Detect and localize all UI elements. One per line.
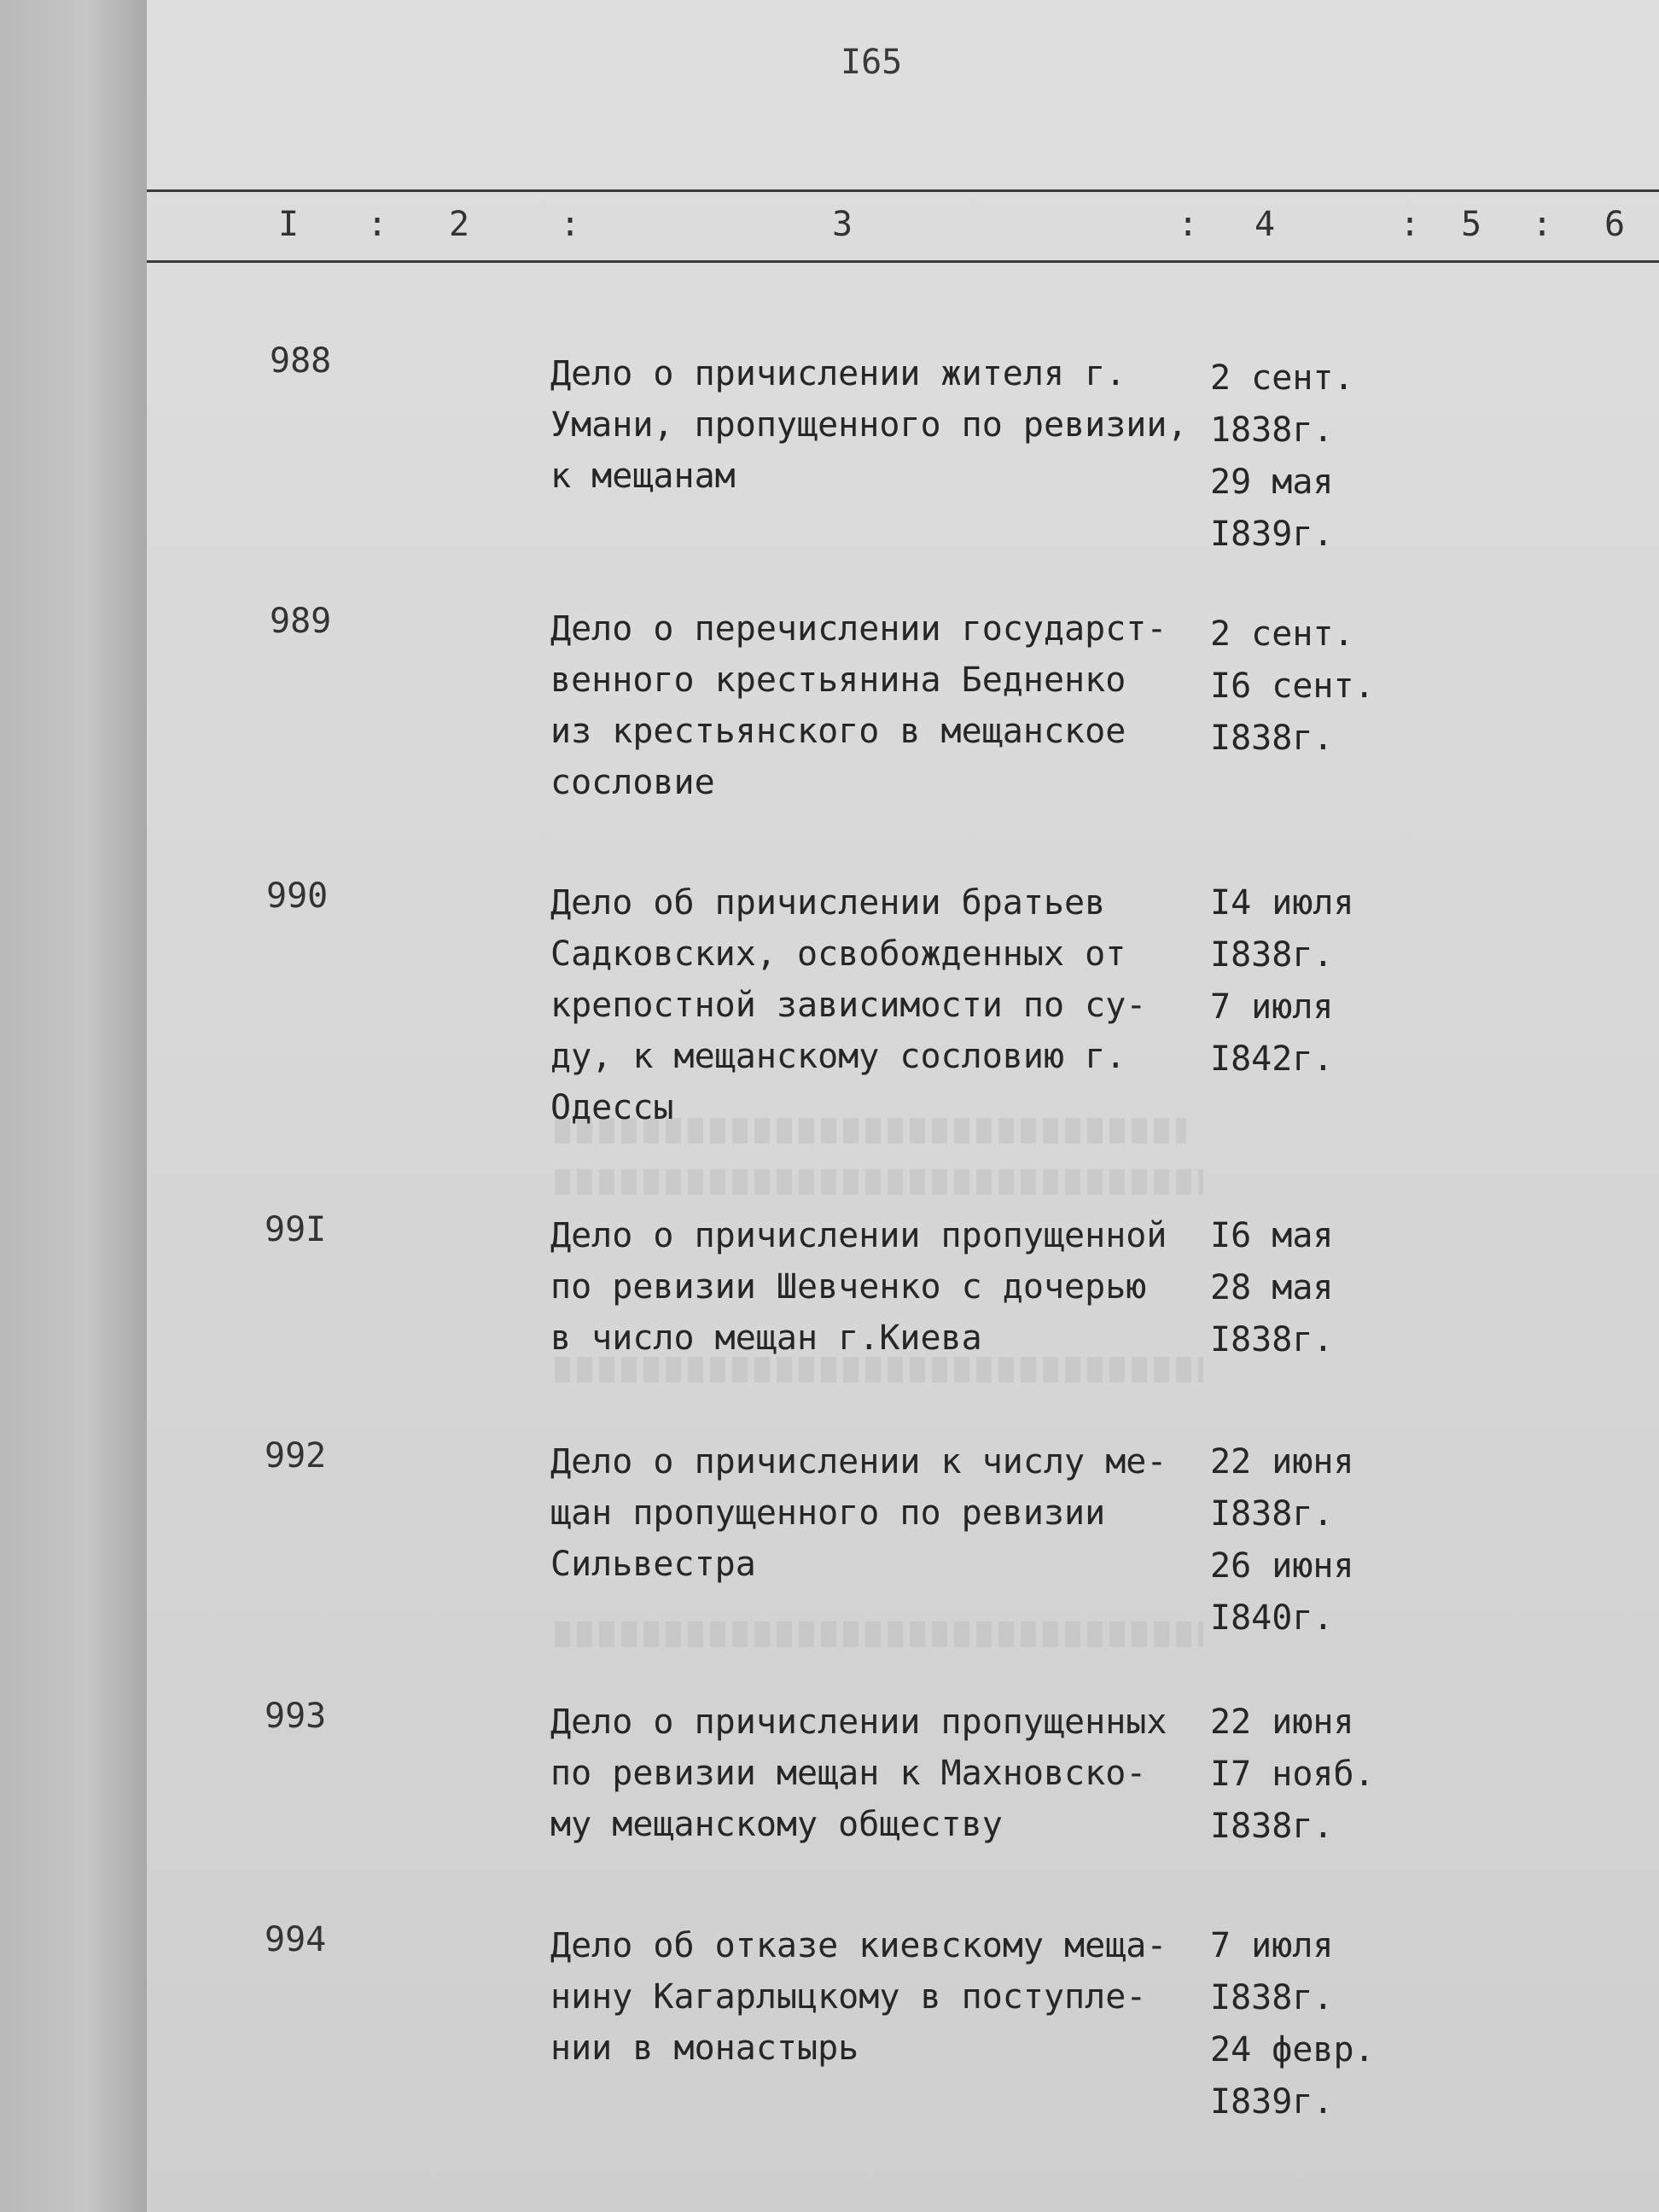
title-line: из крестьянского в мещанское [550, 712, 1126, 751]
column-header-3: 3 [832, 205, 853, 244]
title-line: сословие [550, 763, 715, 802]
date-line: I838г. [1210, 719, 1334, 758]
date-line: 7 июля [1210, 987, 1334, 1027]
column-header-1: I [278, 205, 300, 244]
entry-dates [1210, 1920, 1415, 2128]
title-line: крепостной зависимости по су- [550, 986, 1147, 1025]
title-line: Дело об отказе киевскому меща- [550, 1926, 1167, 1965]
entry-number: 994 [265, 1920, 327, 1959]
date-line: 2 сент. [1210, 358, 1354, 398]
header-rule-bottom [147, 260, 1659, 263]
entry-number: 990 [266, 876, 329, 916]
page-number: I65 [841, 43, 903, 82]
title-line: Дело о причислении пропущенных [550, 1703, 1167, 1742]
date-line: I838г. [1210, 935, 1334, 975]
title-line: Одессы [550, 1088, 674, 1127]
entry-title [550, 1210, 1216, 1364]
entry-number: 99I [265, 1210, 327, 1249]
entry-number: 993 [265, 1697, 327, 1736]
title-line: му мещанскому обществу [550, 1805, 1003, 1844]
date-line: 7 июля [1210, 1926, 1334, 1965]
date-line: 26 июня [1210, 1546, 1354, 1586]
title-line: Умани, пропущенного по ревизии, [550, 405, 1188, 445]
date-line: 22 июня [1210, 1442, 1354, 1481]
column-separator: : [560, 205, 581, 244]
bleed-through-4 [555, 1621, 1203, 1647]
title-line: по ревизии Шевченко с дочерью [550, 1267, 1147, 1307]
column-separator: : [1400, 205, 1421, 244]
header-rule-top [147, 189, 1659, 192]
date-line: I838г. [1210, 1978, 1334, 2017]
entry-dates [1210, 1436, 1415, 1644]
entry-dates [1210, 1697, 1415, 1853]
column-header-2: 2 [449, 205, 470, 244]
column-header-6: 6 [1604, 205, 1626, 244]
entry-title [550, 603, 1216, 808]
title-line: в число мещан г.Киева [550, 1318, 982, 1358]
entry-title [550, 348, 1216, 502]
entry-dates [1210, 877, 1415, 1086]
column-separator: : [1532, 205, 1553, 244]
date-line: I838г. [1210, 1807, 1334, 1846]
title-line: ду, к мещанскому сословию г. [550, 1037, 1126, 1076]
title-line: нии в монастырь [550, 2029, 859, 2068]
title-line: Дело о причислении жителя г. [550, 354, 1126, 393]
title-line: венного крестьянина Бедненко [550, 661, 1126, 700]
entry-dates [1210, 352, 1415, 561]
entry-number: 992 [265, 1436, 327, 1476]
date-line: 22 июня [1210, 1703, 1354, 1742]
column-separator: : [1178, 205, 1199, 244]
date-line: 2 сент. [1210, 614, 1354, 654]
entry-dates [1210, 608, 1415, 765]
column-header-4: 4 [1254, 205, 1276, 244]
entry-dates [1210, 1210, 1415, 1366]
bleed-through-2 [555, 1169, 1203, 1195]
date-line: I840г. [1210, 1598, 1334, 1638]
entry-number: 988 [270, 341, 332, 381]
entry-title [550, 877, 1216, 1133]
entry-number: 989 [270, 602, 332, 641]
title-line: Сильвестра [550, 1545, 756, 1584]
date-line: I7 нояб. [1210, 1755, 1375, 1794]
title-line: Дело о причислении к числу ме- [550, 1442, 1167, 1481]
date-line: 28 мая [1210, 1268, 1334, 1307]
date-line: I842г. [1210, 1039, 1334, 1079]
date-line: I839г. [1210, 515, 1334, 554]
date-line: I838г. [1210, 1494, 1334, 1534]
entry-title [550, 1920, 1216, 2074]
date-line: I6 сент. [1210, 667, 1375, 706]
column-separator: : [367, 205, 388, 244]
entry-title [550, 1436, 1216, 1590]
title-line: Дело об причислении братьев [550, 883, 1106, 923]
date-line: I6 мая [1210, 1216, 1334, 1255]
date-line: I839г. [1210, 2082, 1334, 2122]
column-header-5: 5 [1461, 205, 1482, 244]
title-line: Садковских, освобожденных от [550, 934, 1126, 974]
date-line: 29 мая [1210, 463, 1334, 502]
title-line: нину Кагарлыцкому в поступле- [550, 1977, 1147, 2017]
title-line: Дело о перечислении государст- [550, 609, 1167, 649]
book-spine-shadow [0, 0, 147, 2212]
title-line: Дело о причислении пропущенной [550, 1216, 1167, 1255]
date-line: 1838г. [1210, 410, 1334, 450]
entry-title [550, 1697, 1216, 1850]
date-line: I838г. [1210, 1320, 1334, 1359]
date-line: I4 июля [1210, 883, 1354, 923]
title-line: к мещанам [550, 457, 736, 496]
title-line: щан пропущенного по ревизии [550, 1493, 1106, 1533]
date-line: 24 февр. [1210, 2030, 1375, 2069]
title-line: по ревизии мещан к Махновско- [550, 1754, 1147, 1793]
